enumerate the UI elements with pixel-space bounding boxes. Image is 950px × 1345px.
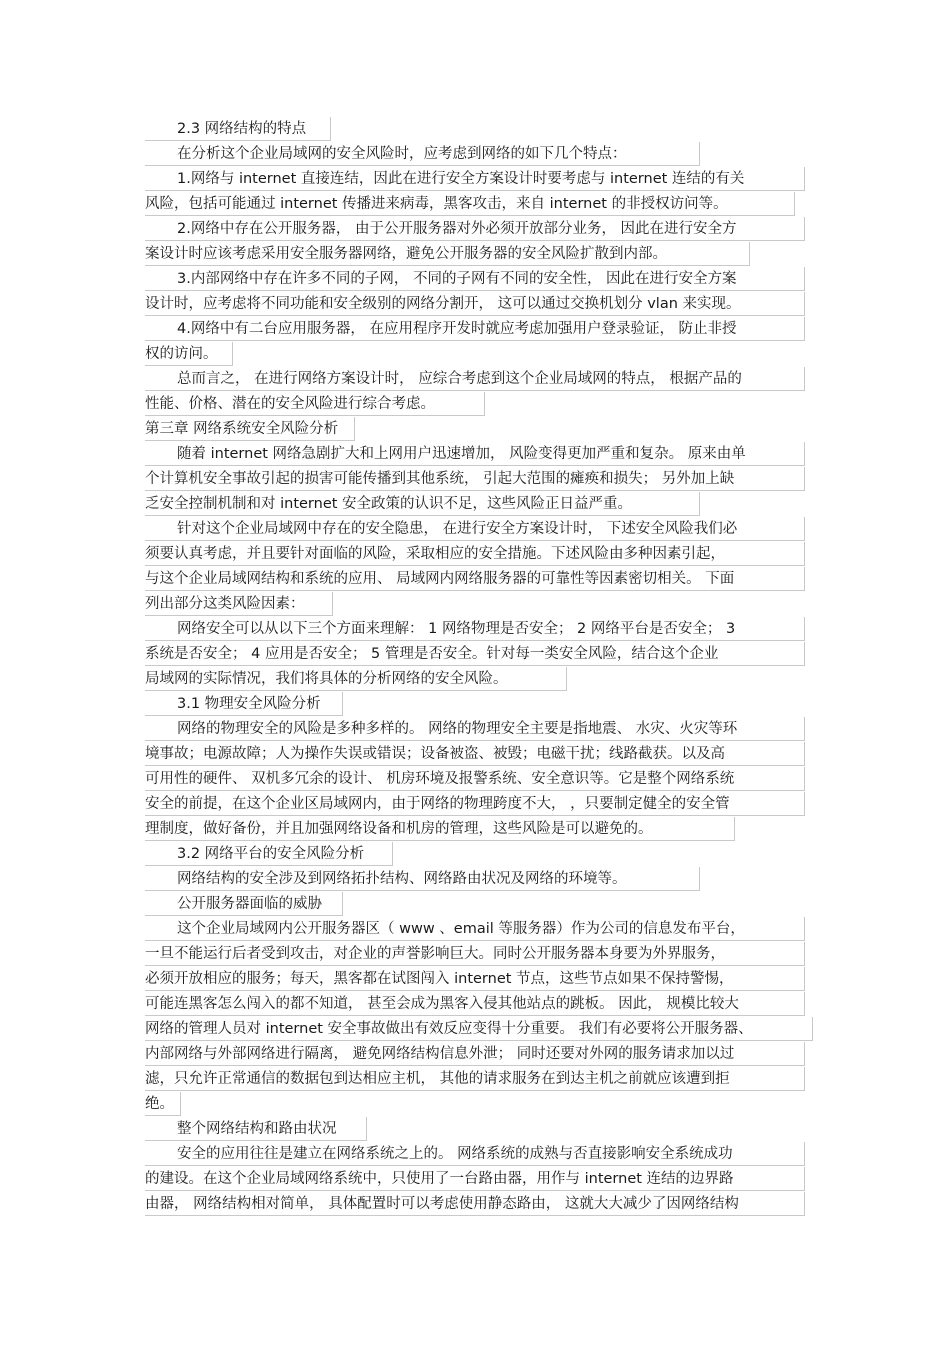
paragraph-line: 网络结构的安全涉及到网络拓扑结构、网络路由状况及网络的环境等。 — [145, 867, 700, 891]
section-heading-2-3: 2.3 网络结构的特点 — [145, 117, 331, 141]
chapter-heading-3: 第三章 网络系统安全风险分析 — [145, 417, 355, 441]
subheading-public-servers: 公开服务器面临的威胁 — [145, 892, 343, 916]
subheading-network-routing: 整个网络结构和路由状况 — [145, 1117, 367, 1141]
paragraph-line: 安全的前提，在这个企业区局域网内，由于网络的物理跨度不大， ，只要制定健全的安全管 — [145, 792, 805, 816]
paragraph-line: 滤，只允许正常通信的数据包到达相应主机， 其他的请求服务在到达主机之前就应该遭到拒 — [145, 1067, 805, 1091]
paragraph-line: 在分析这个企业局域网的安全风险时，应考虑到网络的如下几个特点： — [145, 142, 700, 166]
paragraph-line: 风险，包括可能通过 internet 传播进来病毒，黑客攻击，来自 internet 的非授权访问等。 — [145, 192, 795, 216]
paragraph-line: 权的访问。 — [145, 342, 233, 366]
paragraph-line: 由器， 网络结构相对简单， 具体配置时可以考虑使用静态路由， 这就大大减少了因网络结构 — [145, 1192, 805, 1216]
paragraph-line: 设计时，应考虑将不同功能和安全级别的网络分割开， 这可以通过交换机划分 vlan 来实现。 — [145, 292, 805, 316]
paragraph-line: 1.网络与 internet 直接连结，因此在进行安全方案设计时要考虑与 internet 连结的有关 — [145, 167, 805, 191]
paragraph-line: 绝。 — [145, 1092, 181, 1116]
paragraph-line: 网络安全可以从以下三个方面来理解： 1 网络物理是否安全； 2 网络平台是否安全； 3 — [145, 617, 805, 641]
paragraph-line: 的建设。在这个企业局域网络系统中，只使用了一台路由器，用作与 internet 连结的边界路 — [145, 1167, 805, 1191]
paragraph-line: 网络的物理安全的风险是多种多样的。 网络的物理安全主要是指地震、 水灾、火灾等环 — [145, 717, 805, 741]
paragraph-line: 随着 internet 网络急剧扩大和上网用户迅速增加， 风险变得更加严重和复杂。 原来由单 — [145, 442, 805, 466]
paragraph-line: 案设计时应该考虑采用安全服务器网络，避免公开服务器的安全风险扩散到内部。 — [145, 242, 750, 266]
paragraph-line: 一旦不能运行后者受到攻击，对企业的声誉影响巨大。同时公开服务器本身要为外界服务， — [145, 942, 805, 966]
paragraph-line: 可能连黑客怎么闯入的都不知道， 甚至会成为黑客入侵其他站点的跳板。 因此， 规模比较大 — [145, 992, 805, 1016]
paragraph-line: 列出部分这类风险因素： — [145, 592, 333, 616]
section-heading-3-2: 3.2 网络平台的安全风险分析 — [145, 842, 393, 866]
paragraph-line: 个计算机安全事故引起的损害可能传播到其他系统， 引起大范围的瘫痪和损失； 另外加上缺 — [145, 467, 805, 491]
paragraph-line: 2.网络中存在公开服务器， 由于公开服务器对外必须开放部分业务， 因此在进行安全方 — [145, 217, 805, 241]
paragraph-line: 理制度，做好备份，并且加强网络设备和机房的管理，这些风险是可以避免的。 — [145, 817, 735, 841]
paragraph-line: 内部网络与外部网络进行隔离， 避免网络结构信息外泄； 同时还要对外网的服务请求加以过 — [145, 1042, 805, 1066]
paragraph-line: 境事故；电源故障；人为操作失误或错误；设备被盗、被毁；电磁干扰；线路截获。以及高 — [145, 742, 805, 766]
paragraph-line: 与这个企业局域网结构和系统的应用、 局域网内网络服务器的可靠性等因素密切相关。 下面 — [145, 567, 805, 591]
paragraph-line: 4.网络中有二台应用服务器， 在应用程序开发时就应考虑加强用户登录验证， 防止非授 — [145, 317, 805, 341]
paragraph-line: 3.内部网络中存在许多不同的子网， 不同的子网有不同的安全性， 因此在进行安全方案 — [145, 267, 805, 291]
paragraph-line: 性能、价格、潜在的安全风险进行综合考虑。 — [145, 392, 485, 416]
paragraph-line: 安全的应用往往是建立在网络系统之上的。 网络系统的成熟与否直接影响安全系统成功 — [145, 1142, 805, 1166]
paragraph-line: 可用性的硬件、 双机多冗余的设计、 机房环境及报警系统、安全意识等。它是整个网络系统 — [145, 767, 805, 791]
paragraph-line: 针对这个企业局域网中存在的安全隐患， 在进行安全方案设计时， 下述安全风险我们必 — [145, 517, 805, 541]
paragraph-line: 局域网的实际情况，我们将具体的分析网络的安全风险。 — [145, 667, 567, 691]
paragraph-line: 系统是否安全； 4 应用是否安全； 5 管理是否安全。针对每一类安全风险，结合这个企业 — [145, 642, 805, 666]
paragraph-line: 这个企业局域网内公开服务器区（ www 、email 等服务器）作为公司的信息发布平台， — [145, 917, 805, 941]
paragraph-line: 乏安全控制机制和对 internet 安全政策的认识不足，这些风险正日益严重。 — [145, 492, 700, 516]
paragraph-line: 总而言之， 在进行网络方案设计时， 应综合考虑到这个企业局域网的特点， 根据产品的 — [145, 367, 805, 391]
section-heading-3-1: 3.1 物理安全风险分析 — [145, 692, 343, 716]
paragraph-line: 必须开放相应的服务；每天，黑客都在试图闯入 internet 节点，这些节点如果不保持警惕， — [145, 967, 805, 991]
paragraph-line: 须要认真考虑，并且要针对面临的风险，采取相应的安全措施。下述风险由多种因素引起， — [145, 542, 805, 566]
paragraph-line: 网络的管理人员对 internet 安全事故做出有效反应变得十分重要。 我们有必要将公开服务器、 — [145, 1017, 813, 1041]
